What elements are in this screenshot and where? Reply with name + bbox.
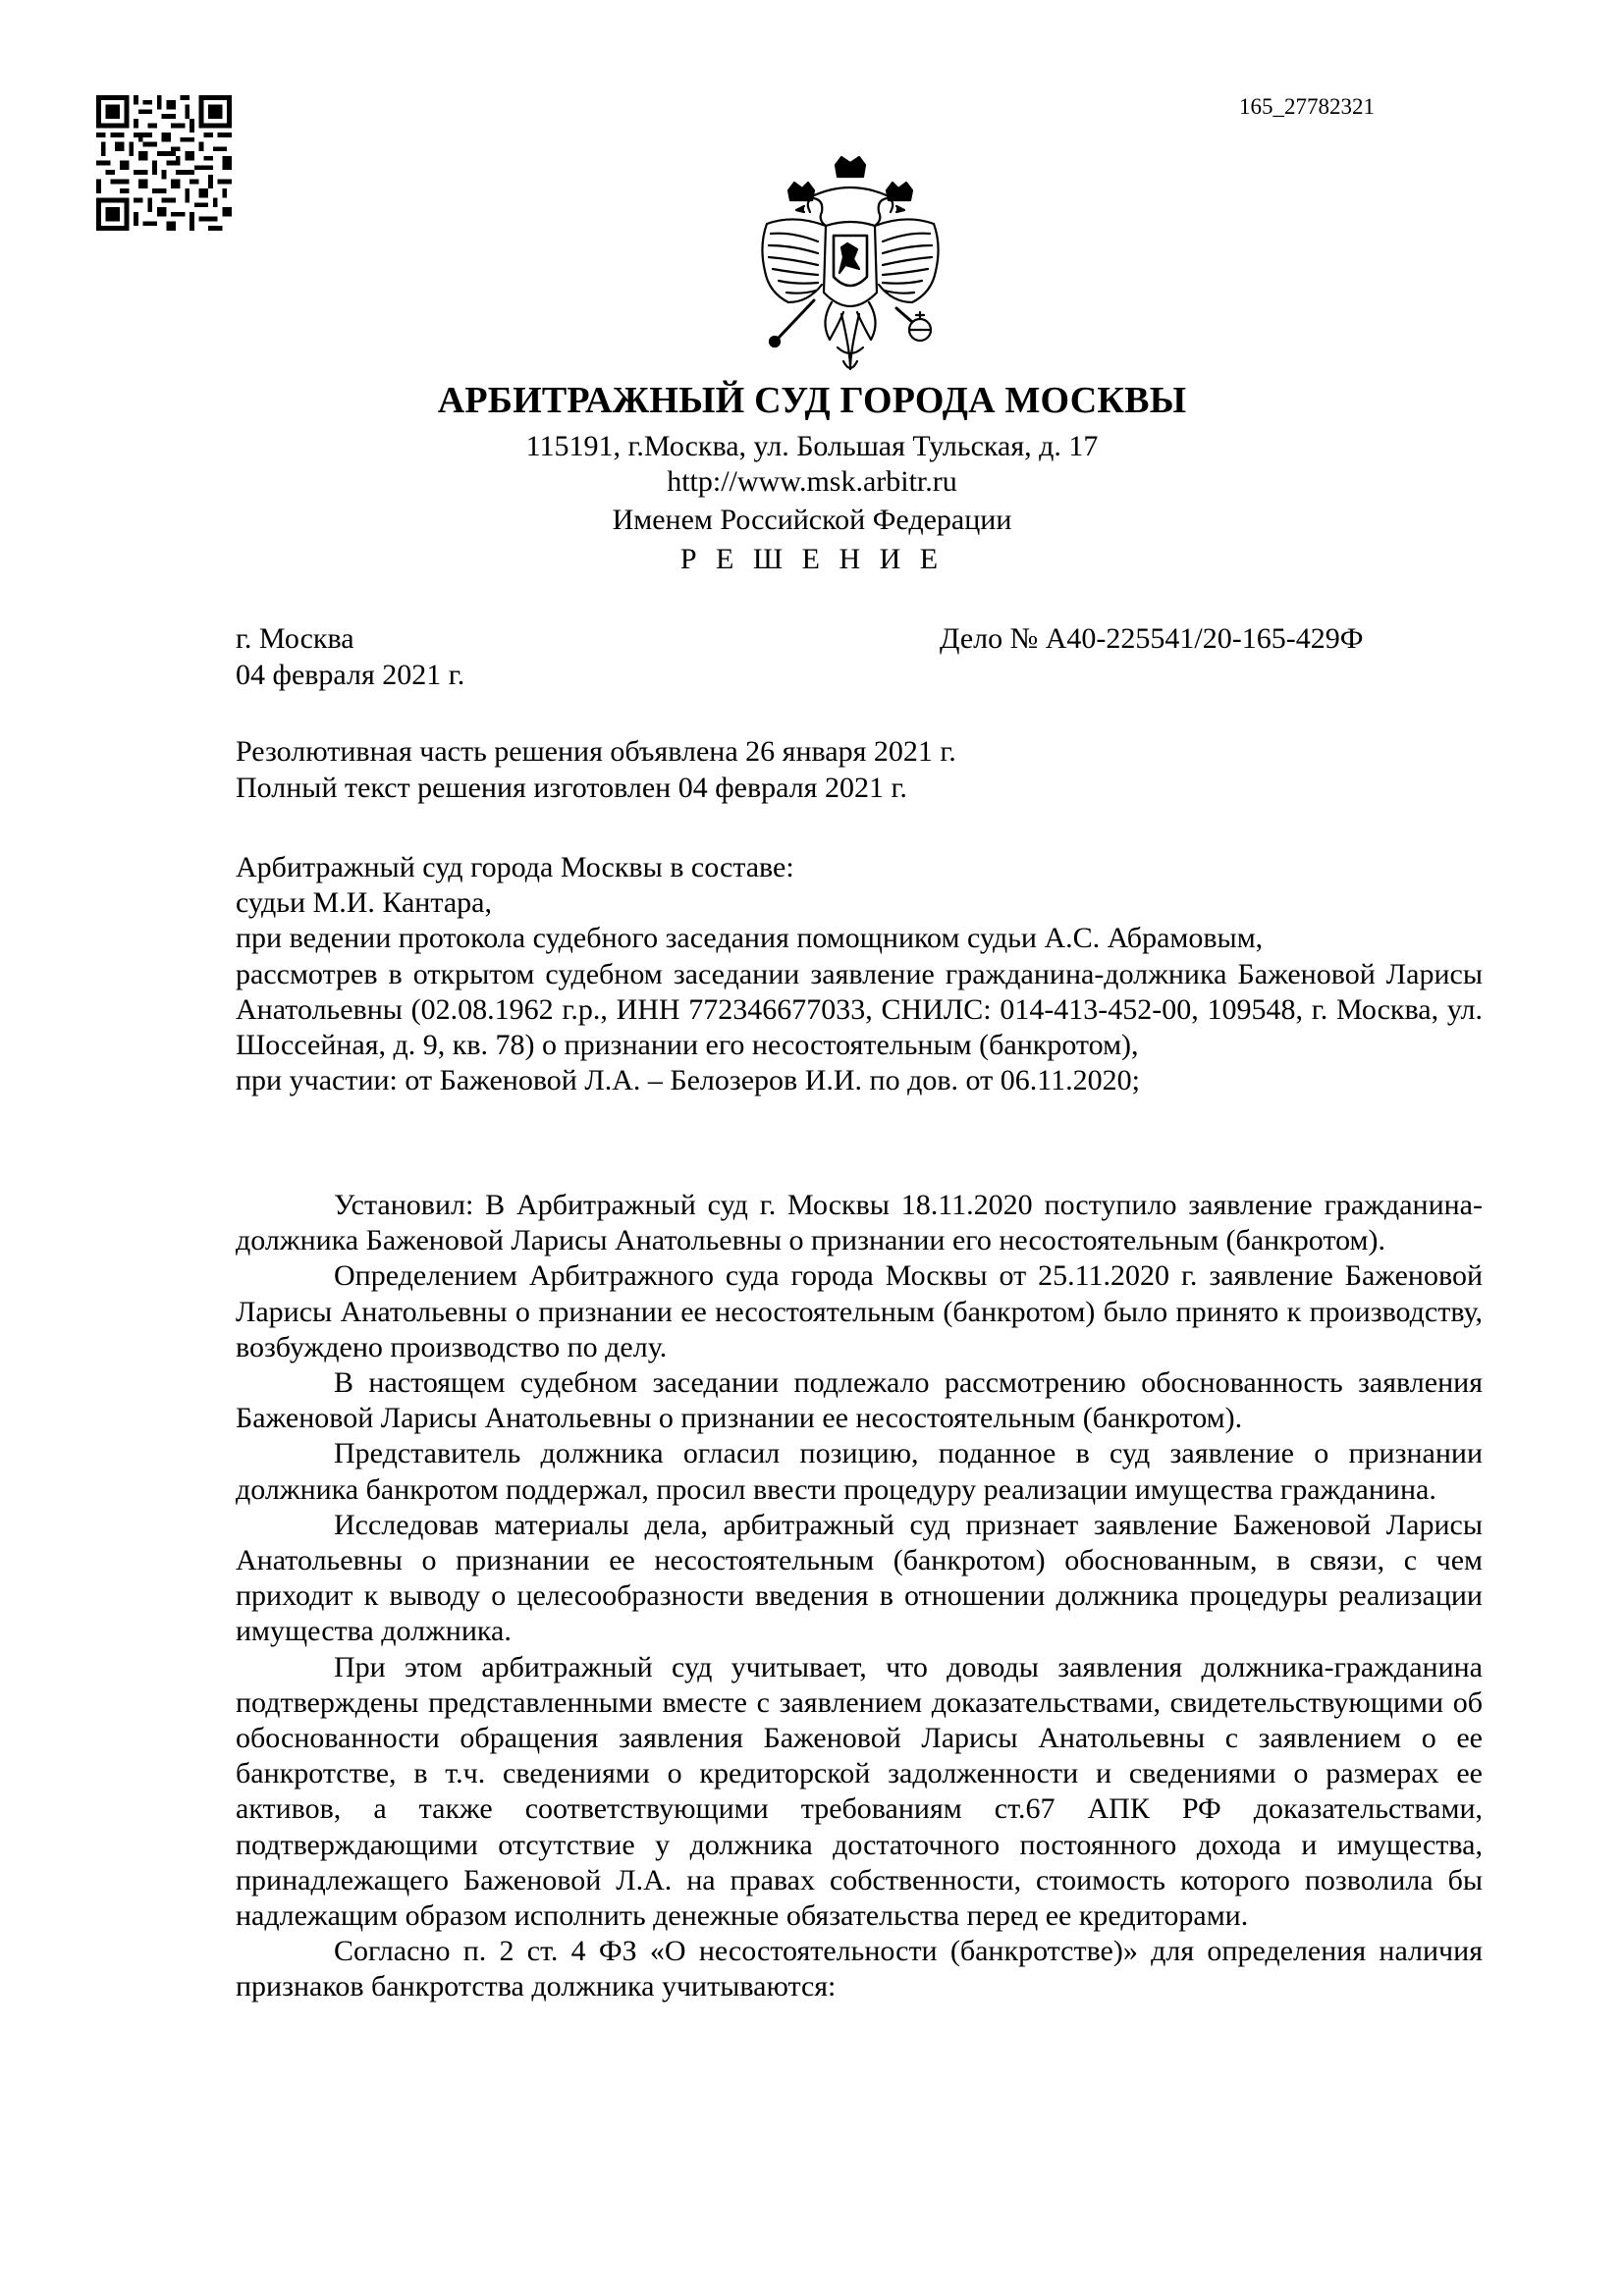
main-text: [236, 1188, 1483, 2005]
document-type: Р Е Ш Е Н И Е: [679, 543, 945, 575]
paragraph: Представитель должника огласил позицию, поданное в суд заявление о признании должника банкротом поддержал, просил ввести процедуру реализации имущества гражданина.: [236, 1437, 1483, 1506]
participation-line: при участии: от Баженовой Л.А. – Белозеров И.И. по дов. от 06.11.2020;: [236, 1064, 1140, 1097]
paragraph: Установил: В Арбитражный суд г. Москвы 18.11.2020 поступило заявление гражданина-должника Баженовой Ларисы Анатольевны о признании его несостоятельным (банкротом).: [236, 1189, 1483, 1257]
composition-line: при ведении протокола судебного заседания помощником судьи А.С. Абрамовым,: [236, 922, 1264, 955]
court-website: http://www.msk.arbitr.ru: [667, 465, 957, 498]
decision-date: 04 февраля 2021 г.: [236, 659, 465, 691]
composition-line: Арбитражный суд города Москвы в составе:: [236, 851, 794, 883]
paragraph: Исследовав материалы дела, арбитражный суд признает заявление Баженовой Ларисы Анатольевны о признании ее несостоятельным (банкротом) обоснованным, в связи, с чем приходит к выводу о целесообразности введения в отношении должника процедуры реализации имущества должника.: [236, 1508, 1483, 1648]
court-address: 115191, г.Москва, ул. Большая Тульская, д. 17: [525, 430, 1099, 462]
composition-line: судьи М.И. Кантара,: [236, 886, 492, 920]
paragraph: Определением Арбитражного суда города Москвы от 25.11.2020 г. заявление Баженовой Ларисы Анатольевны о признании ее несостоятельным (банкротом) было принято к производству, возбуждено производство по делу.: [236, 1259, 1483, 1363]
paragraph: Согласно п. 2 ст. 4 ФЗ «О несостоятельности (банкротстве)» для определения наличия признаков банкротства должника учитываются:: [236, 1935, 1483, 2003]
composition-block: [236, 850, 1483, 1098]
paragraph: В настоящем судебном заседании подлежало рассмотрению обоснованность заявления Баженовой Ларисы Анатольевны о признании ее несостоятельным (банкротом).: [236, 1366, 1483, 1435]
operative-part-date: Резолютивная часть решения объявлена 26 января 2021 г.: [236, 735, 956, 768]
city: г. Москва: [236, 622, 354, 655]
document-number: 165_27782321: [1239, 94, 1375, 119]
consideration-paragraph: рассмотрев в открытом судебном заседании заявление гражданина-должника Баженовой Ларисы Анатольевны (02.08.1962 г.р., ИНН 772346677033, СНИЛС: 014-413-452-00, 109548, г. Москва, ул. Шоссейная, д. 9, кв. 78) о признании его несостоятельным (банкротом),: [236, 957, 1483, 1062]
coat-of-arms-icon: [749, 155, 951, 379]
in-the-name-of: Именем Российской Федерации: [612, 504, 1012, 536]
case-number: Дело № А40-225541/20-165-429Ф: [940, 622, 1364, 655]
qr-code-icon: [96, 95, 232, 231]
paragraph: При этом арбитражный суд учитывает, что доводы заявления должника-гражданина подтверждены представленными вместе с заявлением доказательствами, свидетельствующими об обоснованности обращения заявления Баженовой Ларисы Анатольевны с заявлением о ее банкротстве, в т.ч. сведениями о кредиторской задолженности и сведениями о размерах ее активов, а также соответствующими требованиям ст.67 АПК РФ доказательствами, подтверждающими отсутствие у должника достаточного постоянного дохода и имущества, принадлежащего Баженовой Л.А. на правах собственности, стоимость которого позволила бы надлежащим образом исполнить денежные обязательства перед ее кредиторами.: [236, 1650, 1483, 1933]
court-name: АРБИТРАЖНЫЙ СУД ГОРОДА МОСКВЫ: [437, 380, 1187, 421]
full-text-date: Полный текст решения изготовлен 04 февраля 2021 г.: [236, 772, 907, 804]
